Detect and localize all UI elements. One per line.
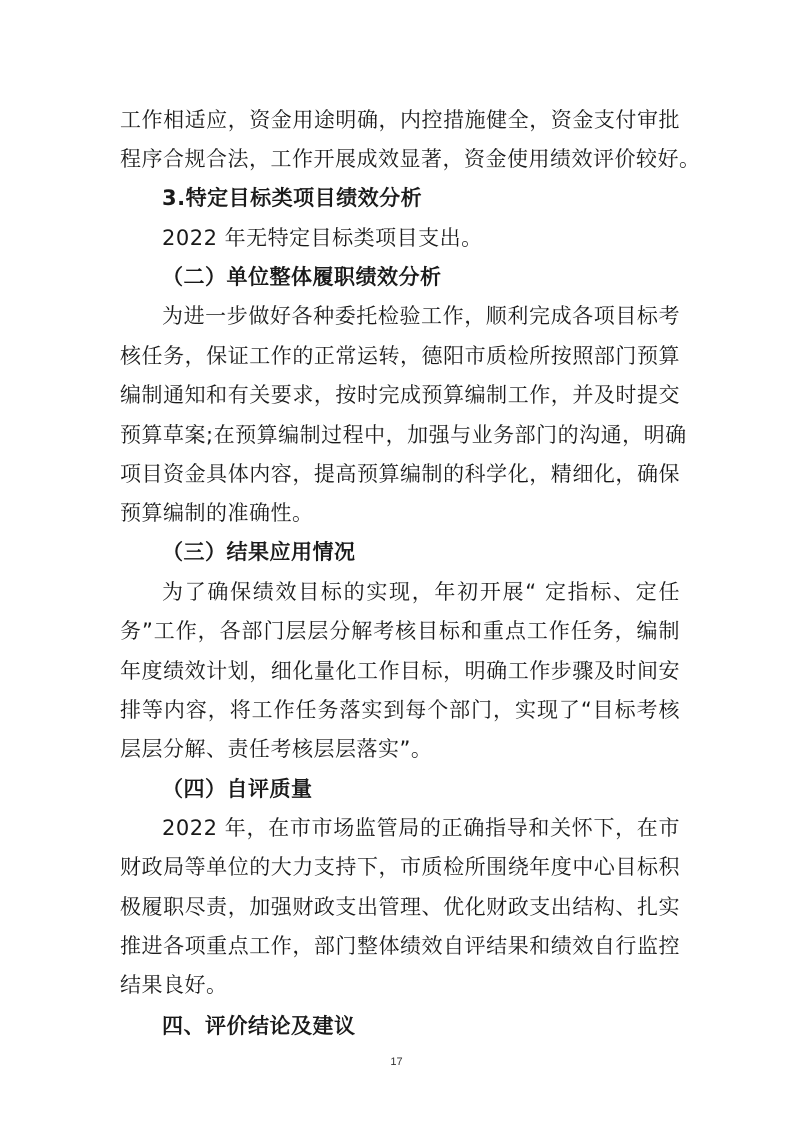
paragraph-line: 年度绩效计划，细化量化工作目标，明确工作步骤及时间安: [120, 659, 680, 683]
paragraph-line: 结果良好。: [120, 973, 228, 997]
section-heading: （四）自评质量: [162, 777, 313, 801]
paragraph-line: 务”工作，各部门层层分解考核目标和重点工作任务，编制: [120, 619, 680, 643]
paragraph-line: 层层分解、责任考核层层落实”。: [120, 737, 433, 761]
paragraph-line: 为进一步做好各种委托检验工作，顺利完成各项目标考: [162, 304, 680, 328]
chapter-heading: 四、评价结论及建议: [162, 1014, 356, 1038]
paragraph-line: 2022 年，在市市场监管局的正确指导和关怀下，在市: [162, 816, 680, 840]
paragraph-line: 预算编制的准确性。: [120, 501, 314, 525]
paragraph-line: 预算草案;在预算编制过程中，加强与业务部门的沟通，明确: [120, 423, 687, 447]
paragraph-line: 极履职尽责，加强财政支出管理、优化财政支出结构、扎实: [120, 895, 680, 919]
paragraph-line: 2022 年无特定目标类项目支出。: [162, 226, 483, 250]
section-heading: 3.特定目标类项目绩效分析: [162, 186, 423, 210]
page-number: 17: [390, 1056, 403, 1068]
paragraph-line: 程序合规合法，工作开展成效显著，资金使用绩效评价较好。: [120, 147, 701, 171]
paragraph-line: 排等内容，将工作任务落实到每个部门，实现了“目标考核: [120, 698, 680, 722]
paragraph-line: 推进各项重点工作，部门整体绩效自评结果和绩效自行监控: [120, 934, 680, 958]
paragraph-line: 工作相适应，资金用途明确，内控措施健全，资金支付审批: [120, 108, 680, 132]
paragraph-line: 项目资金具体内容，提高预算编制的科学化，精细化，确保: [120, 462, 680, 486]
paragraph-line: 核任务，保证工作的正常运转，德阳市质检所按照部门预算: [120, 344, 680, 368]
paragraph-line: 编制通知和有关要求，按时完成预算编制工作，并及时提交: [120, 383, 680, 407]
paragraph-line: 财政局等单位的大力支持下，市质检所围绕年度中心目标积: [120, 855, 680, 879]
paragraph-line: 为了确保绩效目标的实现，年初开展“ 定指标、定任: [162, 580, 680, 604]
section-heading: （三）结果应用情况: [162, 540, 356, 564]
section-heading: （二）单位整体履职绩效分析: [162, 265, 442, 289]
